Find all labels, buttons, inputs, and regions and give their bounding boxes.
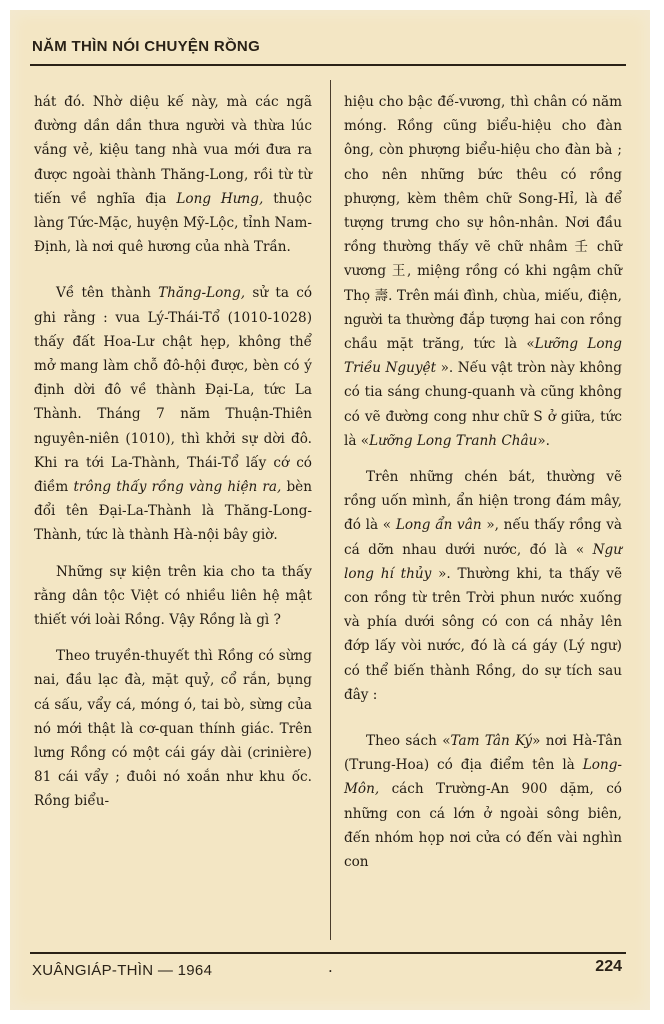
left-column <box>34 90 312 814</box>
header-rule <box>30 64 626 66</box>
paragraph-legend: Theo truyền-thuyết thì Rồng có sừng nai, đầu lạc đà, mặt quỷ, cổ rắn, bụng cá sấu, vẩy cá, móng ó, tai bò, sừng của nó mới thật là cơ-quan thính giác. Trên lưng Rồng có một cái gáy dài (crinière) 81 cái vẩy ; đuôi nó xoắn như khu ốc. Rồng biểu- <box>34 648 312 810</box>
book-page <box>10 10 650 1010</box>
paragraph-funeral: hát đó. Nhờ diệu kế này, mà các ngã đường dần dần thưa người và thừa lúc vắng vẻ, kiệu tang nhà vua mới đưa ra được ngoài thành Thăng-Long, rồi từ từ tiến về nghĩa địa Long Hưng, thuộc làng Tức-Mặc, huyện Mỹ-Lộc, tỉnh Nam-Định, là nơi quê hương của nhà Trần. <box>34 94 312 256</box>
paragraph-tam-tan-ky: Theo sách «Tam Tân Ký» nơi Hà-Tân (Trung-Hoa) có địa điểm tên là Long-Môn, cách Trường-An 900 dặm, có những con cá lớn ở ngoài sông biên, đến nhóm họp nơi cửa có đến vài nghìn con <box>344 733 622 871</box>
footer-separator: · <box>328 962 333 980</box>
paragraph-symbols: hiệu cho bậc đế-vương, thì chân có năm móng. Rồng cũng biểu-hiệu cho đàn ông, còn phượng biểu-hiệu cho đàn bà ; cho nên những bức thêu có rồng phượng, kèm thêm chữ Song-Hỉ, là để tượng trưng cho sự hôn-nhân. Nơi đầu rồng thường thấy vẽ chữ nhâm 壬 chữ vương 王, miệng rồng có khi ngậm chữ Thọ 壽. Trên mái đình, chùa, miếu, điện, người ta thường đắp tượng hai con rồng chầu mặt trăng, tức là «Lưỡng Long Triều Nguyệt ». Nếu vật tròn này không có tia sáng chung-quanh và cũng không có vẽ đường cong như chữ S ở giữa, tức là «Lưỡng Long Tranh Châu». <box>344 94 623 449</box>
paragraph-what-is-dragon: Những sự kiện trên kia cho ta thấy rằng dân tộc Việt có nhiều liên hệ mật thiết với loài Rồng. Vậy Rồng là gì ? <box>34 563 312 629</box>
running-header: NĂM THÌN NÓI CHUYỆN RỒNG <box>32 38 261 55</box>
column-divider <box>330 80 331 940</box>
right-column <box>344 90 622 874</box>
paragraph-thang-long: Về tên thành Thăng-Long, sử ta có ghi rằng : vua Lý-Thái-Tổ (1010-1028) thấy đất Hoa-Lư chật hẹp, không thể mở mang làm chỗ đô-hội được, bèn có ý định dời đô về thành Đại-La, tức La Thành. Tháng 7 năm Thuận-Thiên nguyên-niên (1010), thì khởi sự dời đô. Khi ra tới La-Thành, Thái-Tổ lấy cớ có điềm trông thấy rồng vàng hiện ra, bèn đổi tên Đại-La-Thành là Thăng-Long-Thành, tức là thành Hà-nội bây giờ. <box>34 285 312 544</box>
page-number: 224 <box>595 958 622 975</box>
paragraph-bowls: Trên những chén bát, thường vẽ rồng uốn mình, ẩn hiện trong đám mây, đó là « Long ẩn vân », nếu thấy rồng và cá dỡn nhau dưới nước, đó là « Ngư long hí thủy ». Thường khi, ta thấy vẽ con rồng từ trên Trời phun nước xuống và phía dưới sông có con cá nhảy lên đớp lấy vòi nước, đó là cá gáy (Lý ngư) có thể biến thành Rồng, do sự tích sau đây : <box>344 469 623 703</box>
issue-label: XUÂNGIÁP-THÌN — 1964 <box>32 962 213 979</box>
footer-rule <box>30 952 626 954</box>
